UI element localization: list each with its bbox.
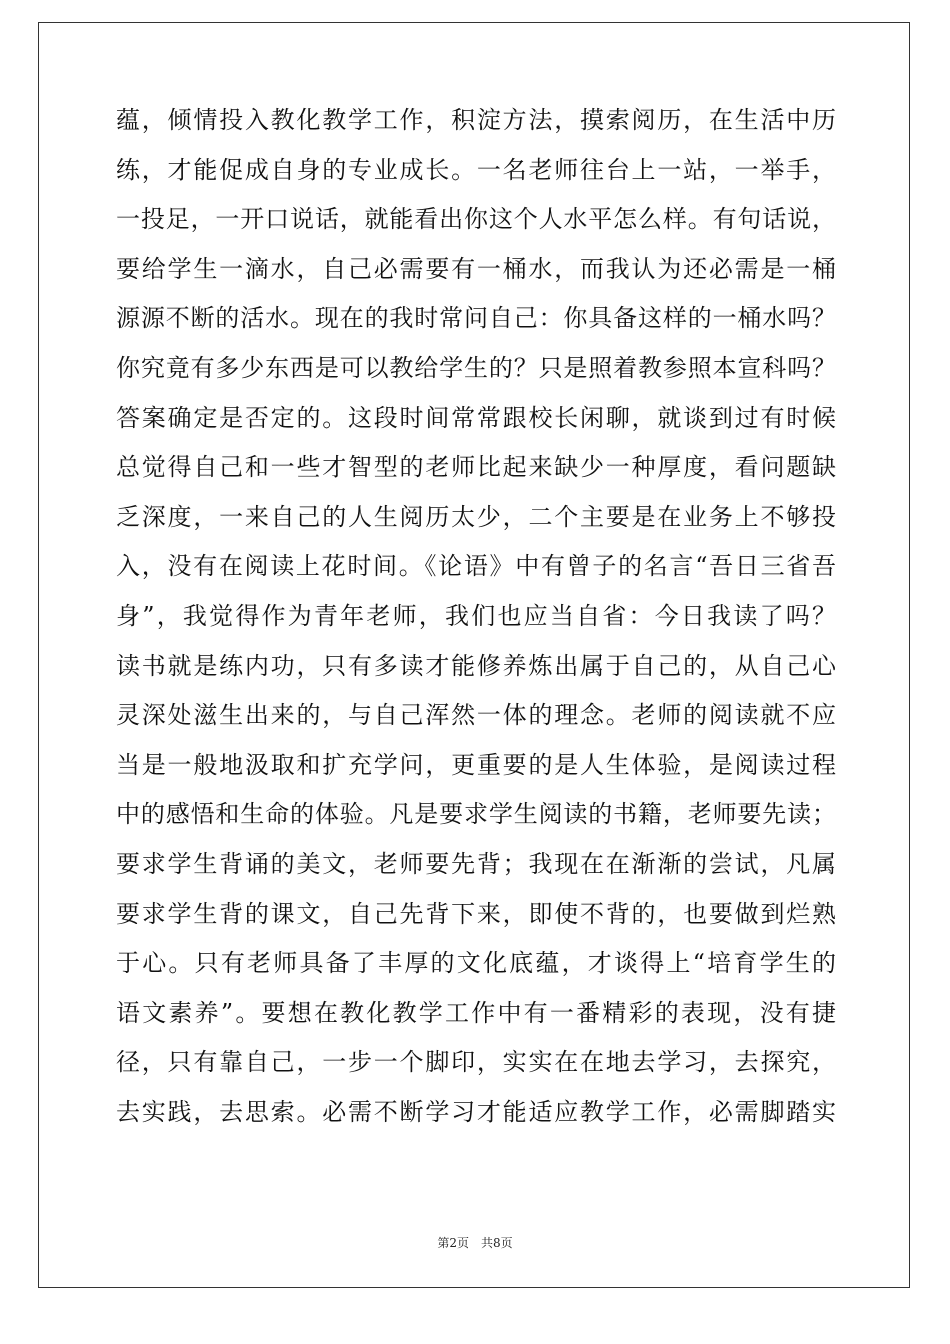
text-line: 于心。只有老师具备了丰厚的文化底蕴，才谈得上“培育学生的: [116, 949, 836, 978]
text-line: 径，只有靠自己，一步一个脚印，实实在在地去学习，去探究，: [116, 1048, 836, 1077]
text-line: 当是一般地汲取和扩充学问，更重要的是人生体验，是阅读过程: [116, 750, 836, 779]
text-line: 身”，我觉得作为青年老师，我们也应当自省：今日我读了吗？: [116, 601, 836, 630]
text-line: 中的感悟和生命的体验。凡是要求学生阅读的书籍，老师要先读；: [116, 800, 836, 829]
page-total: 共8页: [481, 1236, 513, 1250]
text-line: 入，没有在阅读上花时间。《论语》中有曾子的名言“吾日三省吾: [116, 552, 836, 581]
text-line: 源源不断的活水。现在的我时常问自己：你具备这样的一桶水吗？: [116, 304, 836, 333]
text-line: 答案确定是否定的。这段时间常常跟校长闲聊，就谈到过有时候: [116, 403, 836, 432]
text-line: 语文素养”。要想在教化教学工作中有一番精彩的表现，没有捷: [116, 998, 836, 1027]
document-body: [116, 96, 836, 1137]
text-line: 灵深处滋生出来的，与自己浑然一体的理念。老师的阅读就不应: [116, 701, 836, 730]
text-line: 要给学生一滴水，自己必需要有一桶水，而我认为还必需是一桶: [116, 254, 836, 283]
text-line: 去实践，去思索。必需不断学习才能适应教学工作，必需脚踏实: [116, 1097, 836, 1126]
text-line: 一投足，一开口说话，就能看出你这个人水平怎么样。有句话说，: [116, 205, 836, 234]
text-line: 要求学生背诵的美文，老师要先背；我现在在渐渐的尝试，凡属: [116, 849, 836, 878]
page-number: 第2页: [437, 1236, 469, 1250]
text-line: 蕴，倾情投入教化教学工作，积淀方法，摸索阅历，在生活中历: [116, 106, 836, 134]
text-line: 读书就是练内功，只有多读才能修养炼出属于自己的，从自己心: [116, 651, 836, 680]
text-line: 练，才能促成自身的专业成长。一名老师往台上一站，一举手，: [116, 155, 836, 184]
text-line: 乏深度，一来自己的人生阅历太少，二个主要是在业务上不够投: [116, 502, 836, 531]
text-line: 总觉得自己和一些才智型的老师比起来缺少一种厚度，看问题缺: [116, 453, 836, 482]
text-line: 要求学生背的课文，自己先背下来，即使不背的，也要做到烂熟: [116, 899, 836, 928]
text-line: 你究竟有多少东西是可以教给学生的？只是照着教参照本宣科吗？: [116, 353, 836, 382]
page-footer: [0, 1234, 950, 1251]
